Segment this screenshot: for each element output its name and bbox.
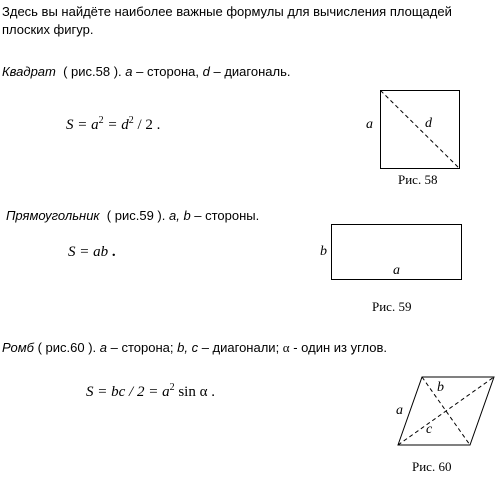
- square-figure: [380, 90, 460, 170]
- rect-formula: S = ab .: [68, 244, 116, 260]
- square-desc-a: – сторона,: [132, 64, 203, 79]
- rhombus-formula: S = bc / $2 = a^2$ sin α .: [86, 382, 215, 400]
- rhombus-ref: ( рис.60 ).: [37, 340, 97, 355]
- square-var-a: a: [125, 64, 133, 79]
- fig58-caption: Рис. 58: [398, 172, 438, 187]
- rect-vars: a, b: [168, 208, 191, 223]
- rhombus-var-a: a: [99, 340, 108, 355]
- fig59-caption: Рис. 59: [372, 299, 412, 314]
- fig60-caption: Рис. 60: [412, 459, 452, 474]
- square-desc-d: – диагональ.: [209, 64, 291, 79]
- intro-text: Здесь вы найдёте наиболее важные формулы для вычисления площадей плоских фигур.: [2, 4, 452, 37]
- rect-label-b: b: [320, 244, 327, 259]
- rhombus-title: Ромб: [2, 340, 34, 355]
- rhombus-desc-a: – сторона;: [107, 340, 178, 355]
- rect-desc: – стороны.: [190, 208, 260, 223]
- rect-ref: ( рис.59 ).: [106, 208, 166, 223]
- rhombus-desc-alpha: - один из углов.: [289, 340, 388, 355]
- square-label-a: a: [366, 117, 373, 132]
- square-formula: $S = a^2 = d^2 / 2$ .: [66, 115, 161, 133]
- square-label-d: d: [425, 116, 432, 131]
- rhombus-label-c: c: [426, 422, 433, 437]
- square-title: Квадрат: [2, 64, 56, 79]
- square-diagonal: [381, 91, 460, 169]
- rhombus-heading: [2, 340, 387, 356]
- rhombus-label-b: b: [437, 380, 444, 395]
- square-var-d: d: [202, 64, 210, 79]
- rect-heading: [6, 208, 259, 223]
- rhombus-label-a: a: [396, 403, 403, 418]
- rhombus-alpha: α: [282, 340, 290, 355]
- rect-label-a: a: [393, 263, 400, 278]
- square-heading: [2, 64, 290, 79]
- rhombus-figure: [398, 375, 498, 447]
- rhombus-diagonal-b: [398, 377, 494, 445]
- rhombus-desc-bc: – диагонали;: [198, 340, 283, 355]
- square-ref: ( рис.58 ).: [63, 64, 122, 79]
- rect-title: Прямоугольник: [6, 208, 100, 223]
- rhombus-var-bc: b, c: [177, 340, 199, 355]
